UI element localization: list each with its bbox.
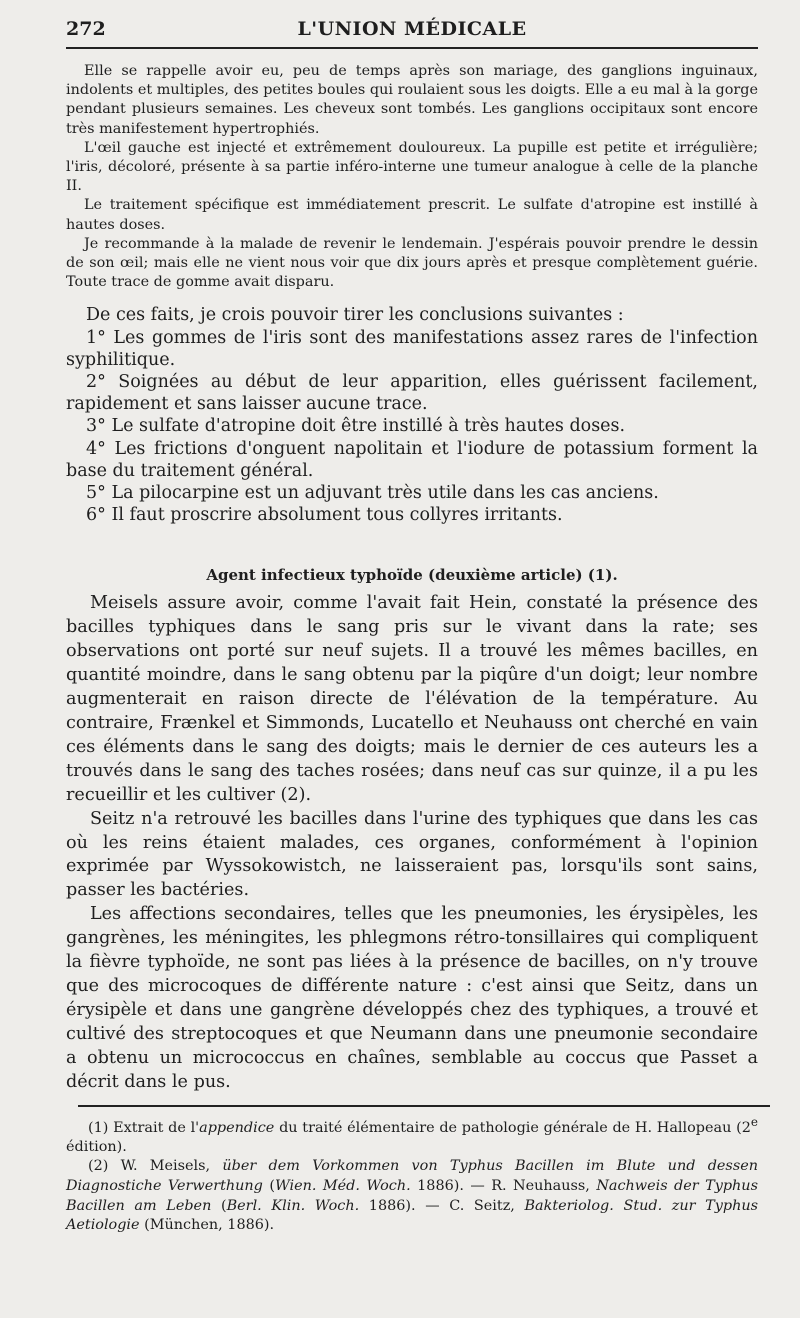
footnote-italic: Berl. Klin. Woch. <box>226 1197 360 1214</box>
running-head: L'UNION MÉDICALE <box>297 18 527 40</box>
header-rule <box>66 47 758 49</box>
footnote-italic: Nachweis der Typhus Bacillen am Leben <box>66 1178 758 1214</box>
case-paragraph: Le traitement spécifique est immédiatement prescrit. Le sulfate d'atropine est instillé à hautes doses. <box>66 197 758 233</box>
conclusion-item: 2° Soignées au début de leur apparition, elles guérissent facilement, rapidement et sans laisser aucune trace. <box>66 372 758 415</box>
footnote-text: édition). <box>66 1138 127 1155</box>
conclusions <box>66 304 758 526</box>
footnote-italic: über dem Vorkommen von Typhus Bacillen im Blute und dessen Diagnostiche Verwerthung <box>66 1158 758 1195</box>
article-paragraph: Seitz n'a retrouvé les bacilles dans l'urine des typhiques que dans les cas où les reins étaient malades, ces organes, conformément à l'opinion exprimée par Wyssokowistch, ne laisseraient pas, lorsqu'ils sont sains, passer les bactéries. <box>66 808 758 901</box>
case-paragraph: Je recommande à la malade de revenir le lendemain. J'espérais pouvoir prendre le dessin de son œil; mais elle ne vient nous voir que dix jours après et presque complètement guérie. Toute trace de gomme avait disparu. <box>66 235 758 291</box>
section-title: Agent infectieux typhoïde (deuxième article) (1). <box>206 566 618 585</box>
footnote-text: ( <box>211 1197 227 1214</box>
footnote-text: 1886). — C. Seitz, <box>359 1197 525 1214</box>
footnote-text: 1886). — R. Neuhauss, <box>410 1178 597 1195</box>
footnote-text: ( <box>262 1178 275 1195</box>
footnote-italic: Wien. Méd. Woch. <box>274 1178 411 1195</box>
footnote-1 <box>66 1113 758 1158</box>
footnote-text: (1) Extrait de l' <box>88 1119 200 1136</box>
conclusions-intro: De ces faits, je crois pouvoir tirer les conclusions suivantes : <box>86 305 624 326</box>
page-header <box>66 14 758 48</box>
footnote-text: (München, 1886). <box>139 1217 275 1234</box>
case-paragraph: L'œil gauche est injecté et extrêmement douloureux. La pupille est petite et irrégulière; l'iris, décoloré, présente à sa partie inféro-interne une tumeur analogue à celle de la planche II. <box>66 139 758 195</box>
footnote-italic: appendice <box>199 1119 275 1136</box>
conclusion-item: 3° Le sulfate d'atropine doit être instillé à très hautes doses. <box>86 416 626 437</box>
footnotes <box>66 1113 758 1236</box>
article-paragraph: Les affections secondaires, telles que les pneumonies, les érysipèles, les gangrènes, les méningites, les phlegmons rétro-tonsillaires qui compliquent la fièvre typhoïde, ne sont pas liées à la présence de bacilles, on n'y trouve que des microcoques de différente nature : c'est ainsi que Seitz, dans un érysipèle et dans une gangrène développés chez des typhiques, a trouvé et cultivé des streptocoques et que Neumann dans une pneumonie secondaire a obtenu un micrococcus en chaînes, semblable au coccus que Passet a décrit dans le pus. <box>66 904 758 1092</box>
conclusion-item: 1° Les gommes de l'iris sont des manifestations assez rares de l'infection syphilitique. <box>66 327 758 370</box>
page-body <box>66 62 758 1236</box>
article-paragraph: Meisels assure avoir, comme l'avait fait Hein, constaté la présence des bacilles typhiques dans le sang pris sur le vivant dans la rate; ses observations ont porté sur neuf sujets. Il a trouvé les mêmes bacilles, en quantité moindre, dans le sang obtenu par la piqûre d'un doigt; leur nombre augmenterait en raison directe de l'élévation de la température. Au contraire, Frænkel et Simmonds, Lucatello et Neuhauss ont cherché en vain ces éléments dans le sang des doigts; mais le dernier de ces auteurs les a trouvés dans le sang des taches rosées; dans neuf cas sur quinze, il a pu les recueillir et les cultiver (2). <box>66 593 758 805</box>
article-body <box>66 592 758 1094</box>
conclusion-item: 4° Les frictions d'onguent napolitain et l'iodure de potassium forment la base du traitement général. <box>66 438 758 481</box>
conclusion-item: 5° La pilocarpine est un adjuvant très utile dans les cas anciens. <box>86 483 659 504</box>
footnote-text: (2) W. Meisels, <box>88 1158 223 1175</box>
footnote-text: du traité élémentaire de pathologie générale de H. Hallopeau (2 <box>274 1119 751 1136</box>
conclusion-item: 6° Il faut proscrire absolument tous collyres irritants. <box>86 505 563 526</box>
footnote-2 <box>66 1157 758 1235</box>
page-number: 272 <box>66 18 106 40</box>
footnote-italic: Bakteriolog. Stud. zur Typhus Aetiologie <box>66 1197 758 1234</box>
case-report <box>66 62 758 292</box>
footnote-superscript: e <box>750 1114 758 1129</box>
case-paragraph: Elle se rappelle avoir eu, peu de temps après son mariage, des ganglions inguinaux, indolents et multiples, des petites boules qui roulaient sous les doigts. Elle a eu mal à la gorge pendant plusieurs semaines. Les cheveux sont tombés. Les ganglions occipitaux sont encore très manifestement hypertrophiés. <box>66 63 758 137</box>
footnote-rule <box>78 1105 770 1107</box>
